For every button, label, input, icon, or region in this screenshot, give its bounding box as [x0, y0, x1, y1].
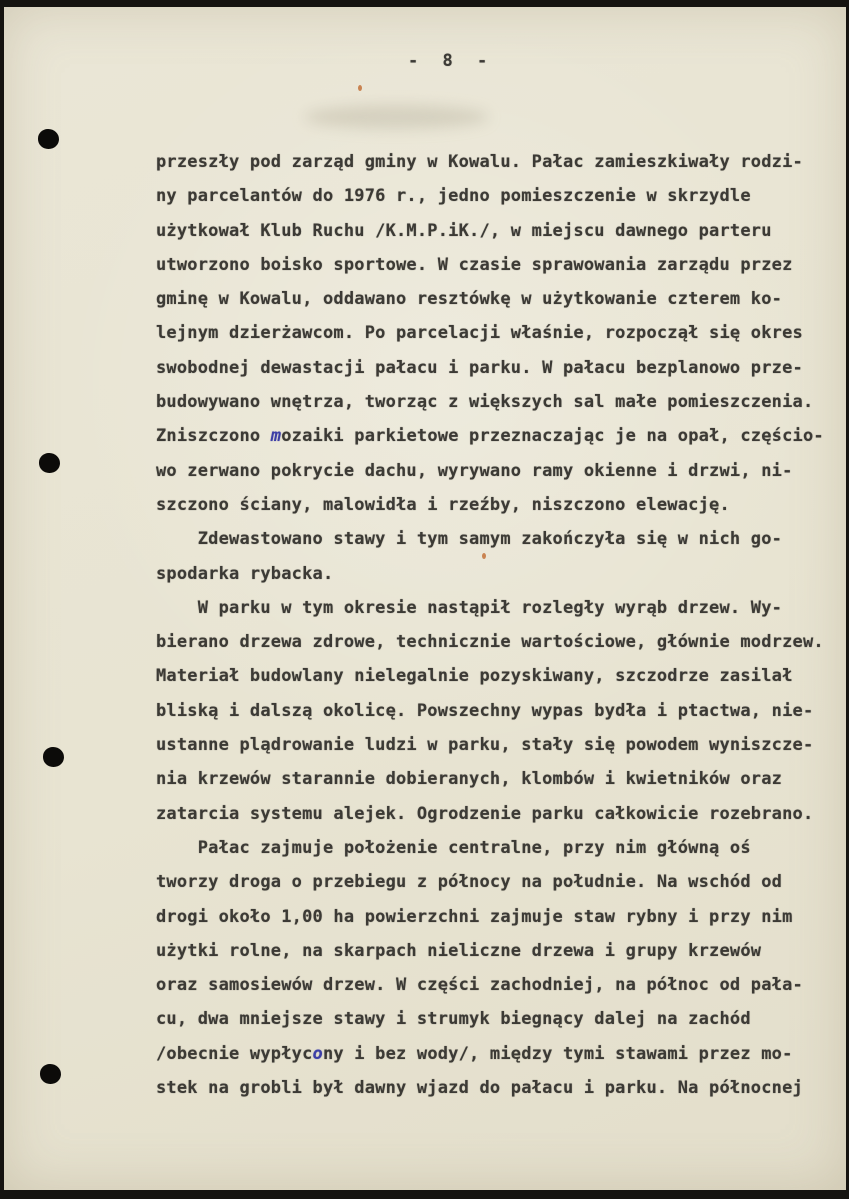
document-page [4, 7, 846, 1190]
text-line [156, 282, 836, 316]
text-line [156, 625, 836, 659]
text-line [156, 591, 836, 625]
text-segment: ny i bez wody/, między tymi stawami przez mo- [322, 1043, 793, 1064]
text-segment: Zniszczono [156, 426, 271, 447]
text-line [156, 797, 836, 831]
text-segment: Pałac zajmuje położenie centralne, przy nim główną oś [156, 837, 751, 858]
text-segment: przeszły pod zarząd gminy w Kowalu. Pałac zamieszkiwały rodzi- [156, 152, 803, 172]
text-line [156, 900, 836, 934]
text-line [156, 1071, 836, 1105]
handwritten-ink-correction: o [312, 1043, 323, 1064]
text-segment: gminę w Kowalu, oddawano resztówkę w użytkowanie czterem ko- [156, 289, 783, 310]
hole-punch-mark [39, 453, 60, 473]
hole-punch-mark [38, 129, 59, 149]
text-line [156, 179, 836, 213]
text-segment: bliską i dalszą okolicę. Powszechny wypas bydła i ptactwa, nie- [156, 700, 814, 721]
text-line [156, 557, 836, 591]
text-segment: W parku w tym okresie nastąpił rozległy wyrąb drzew. Wy- [156, 597, 783, 618]
text-segment: ozaiki parkietowe przeznaczając je na opał, częścio- [281, 426, 824, 447]
text-line [156, 968, 836, 1002]
text-segment: użytkował Klub Ruchu /K.M.P.iK./, w miejscu dawnego parteru [156, 220, 772, 241]
text-segment: ny parcelantów do 1976 r., jedno pomieszczenie w skrzydle [156, 186, 751, 207]
photocopy-smudge [304, 105, 489, 129]
text-segment: cu, dwa mniejsze stawy i strumyk biegnący dalej na zachód [156, 1009, 751, 1030]
text-segment: /obecnie wypłyc [156, 1043, 313, 1064]
hole-punch-mark [43, 747, 64, 767]
text-line [156, 419, 836, 453]
text-segment: Materiał budowlany nielegalnie pozyskiwany, szczodrze zasilał [156, 666, 793, 687]
hole-punch-mark [40, 1064, 61, 1084]
text-line [156, 248, 836, 282]
text-line [156, 522, 836, 556]
text-segment: oraz samosiewów drzew. W części zachodniej, na północ od pała- [156, 975, 803, 996]
text-line [156, 145, 836, 179]
text-segment: swobodnej dewastacji pałacu i parku. W pałacu bezplanowo prze- [156, 357, 803, 378]
text-segment: lejnym dzierżawcom. Po parcelacji właśnie, rozpoczął się okres [156, 323, 803, 344]
text-segment: budowywano wnętrza, tworząc z większych sal małe pomieszczenia. [156, 392, 814, 413]
text-segment: nia krzewów starannie dobieranych, klombów i kwietników oraz [156, 769, 783, 790]
text-line [156, 351, 836, 385]
text-line [156, 385, 836, 419]
text-line [156, 694, 836, 728]
text-line [156, 1037, 836, 1071]
text-line [156, 728, 836, 762]
paper-speck [358, 85, 362, 91]
text-line [156, 488, 836, 522]
text-line [156, 865, 836, 899]
text-line [156, 831, 836, 865]
text-segment: drogi około 1,00 ha powierzchni zajmuje staw rybny i przy nim [156, 906, 793, 927]
page-number: - 8 - [408, 51, 495, 71]
text-line [156, 934, 836, 968]
text-line [156, 214, 836, 248]
text-segment: zatarcia systemu alejek. Ogrodzenie parku całkowicie rozebrano. [156, 803, 814, 824]
text-segment: spodarka rybacka. [156, 563, 334, 584]
text-segment: wo zerwano pokrycie dachu, wyrywano ramy okienne i drzwi, ni- [156, 460, 793, 481]
text-line [156, 1002, 836, 1036]
handwritten-ink-correction: m [270, 426, 282, 447]
text-line [156, 454, 836, 488]
text-segment: tworzy droga o przebiegu z północy na południe. Na wschód od [156, 872, 783, 893]
text-segment: stek na grobli był dawny wjazd do pałacu i parku. Na północnej [156, 1078, 803, 1099]
typewritten-text [156, 145, 836, 1105]
text-segment: bierano drzewa zdrowe, technicznie wartościowe, głównie modrzew. [156, 632, 824, 653]
text-line [156, 316, 836, 350]
text-line [156, 762, 836, 796]
text-line [156, 659, 836, 693]
text-segment: utworzono boisko sportowe. W czasie sprawowania zarządu przez [156, 254, 793, 275]
text-segment: ustanne plądrowanie ludzi w parku, stały się powodem wyniszcze- [156, 735, 814, 756]
text-segment: użytki rolne, na skarpach nieliczne drzewa i grupy krzewów [156, 940, 762, 961]
text-segment: szczono ściany, malowidła i rzeźby, niszczono elewację. [156, 494, 730, 515]
text-segment: Zdewastowano stawy i tym samym zakończyła się w nich go- [156, 529, 783, 550]
